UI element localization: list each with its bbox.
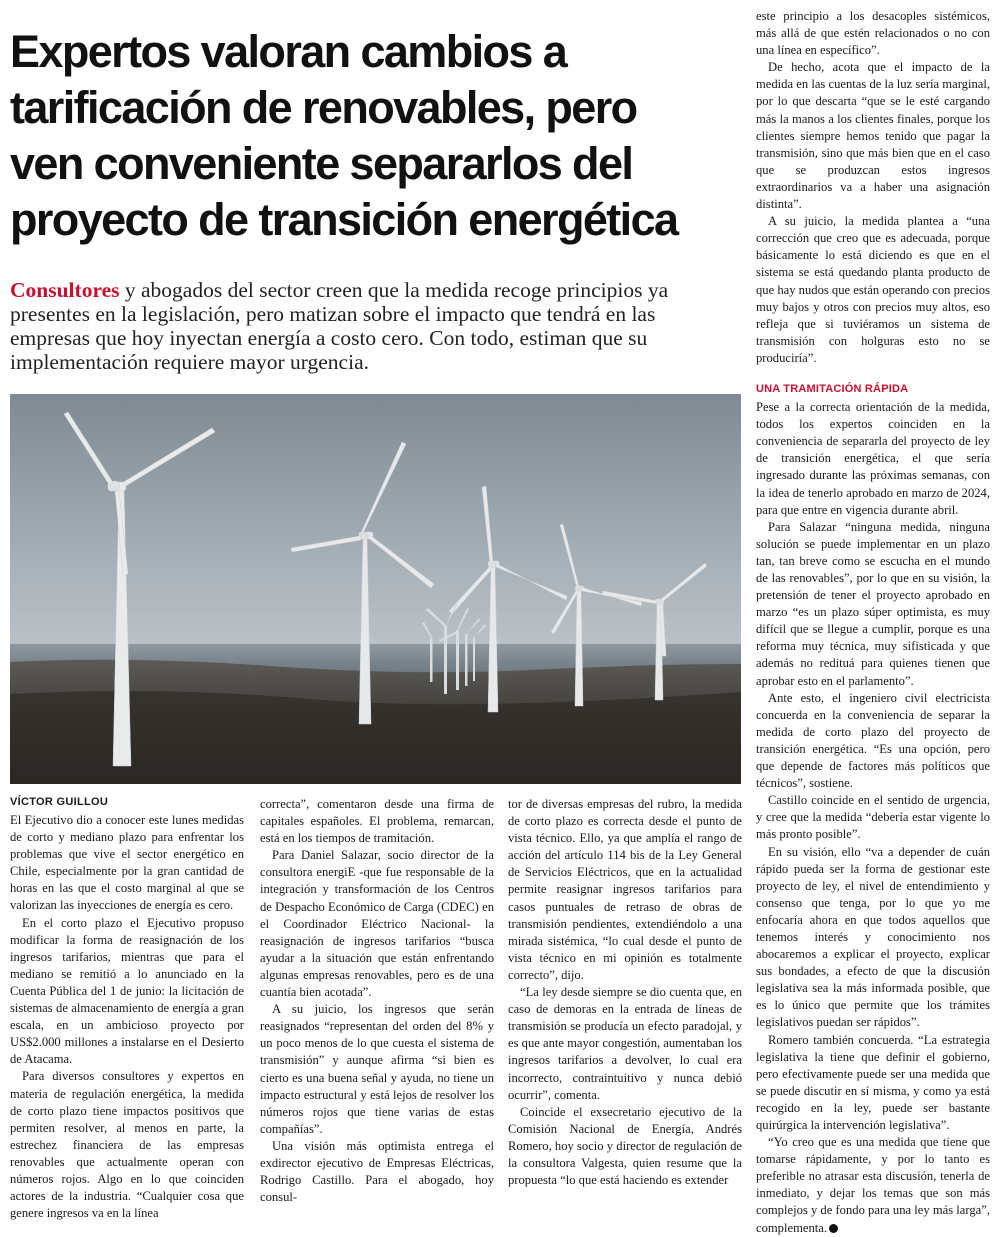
paragraph: A su juicio, la medida plantea a “una corrección que creo que es adecuada, porque básicamente lo está diciendo es que en el sistema se está quedando planta producto de que hay nudos que están operando con precios muy bajos y otros con precios muy altos, eso refleja que si tuviéramos un sistema de transmisión con holguras esto no se produciría”. bbox=[756, 214, 990, 365]
byline: VÍCTOR GUILLOU bbox=[10, 796, 109, 808]
text-column-2 bbox=[260, 796, 494, 1206]
lead-text: y abogados del sector creen que la medida recoge principios ya presentes en la legislación, pero matizan sobre el impacto que tendrá en las empresas que hoy inyectan energía a costo cero. Con todo, estiman que su implementación requiere mayor urgencia. bbox=[10, 278, 669, 374]
paragraph: Pese a la correcta orientación de la medida, todos los expertos coinciden en la conveniencia de separarla del proyecto de ley de transición energética, el que sería ingresado durante las próximas semanas, con la idea de tenerlo aprobado en marzo de 2024, para que entre en vigencia durante abril. bbox=[756, 400, 990, 517]
article-lead bbox=[10, 278, 740, 374]
paragraph: Para Salazar “ninguna medida, ninguna solución se puede implementar en un plazo tan, tan breve como se escucha en el mundo de las renovables”, por lo que en su visión, la pretensión de tener el proyecto aprobado en marzo “es un plazo súper optimista, es muy difícil que se llegue a cumplir, porque es una reforma muy técnica, muy sifisticada y que además no redituá para quienes tienen que aprobar esto en el parlamento”. bbox=[756, 519, 990, 688]
paragraph: Para Daniel Salazar, socio director de la consultora energiE -que fue responsable de la integración y transformación de los Centros de Despacho Económico de Carga (CDEC) en el Coordinador Eléctrico Nacional- la reasignación de ingresos tarifarios “busca ayudar a la situación que están enfrentando algunas empresas renovables, pero es de una cuantía bien acotada”. bbox=[260, 848, 494, 1000]
headline-line: Expertos valoran cambios a bbox=[10, 26, 567, 77]
paragraph: este principio a los desacoples sistémicos, más allá de que estén relacionados o no con una línea en específico”. bbox=[756, 9, 990, 58]
wind-farm-photo bbox=[10, 394, 741, 784]
article-headline bbox=[10, 24, 745, 248]
paragraph: A su juicio, los ingresos que serán reasignados “representan del orden del 8% y un poco menos de lo que cuesta el sistema de transmisión” y aunque afirma “si bien es cierto es una buena señal y ayuda, no tiene un impacto estructural y está lejos de resolver los números rojos que tiene varias de estas compañías”. bbox=[260, 1002, 494, 1136]
text-column-3 bbox=[508, 796, 742, 1189]
paragraph: Una visión más optimista entrega el exdirector ejecutivo de Empresas Eléctricas, Rodrigo Castillo. Para el abogado, hoy consul- bbox=[260, 1138, 494, 1205]
text-column-4 bbox=[756, 8, 990, 1237]
paragraph: correcta”, comentaron desde una firma de capitales españoles. El problema, remarcan, está en los tiempos de tramitación. bbox=[260, 797, 494, 846]
paragraph: Castillo coincide en el sentido de urgencia, y cree que la medida “debería estar vigente lo más pronto posible”. bbox=[756, 793, 990, 842]
paragraph: Romero también concuerda. “La estrategia legislativa la tiene que definir el gobierno, pero efectivamente puede ser una medida que se puede discutir en sí misma, y como ya está recogido en la ley, puede ser bastante quirúrgica la intervención legislativa”. bbox=[756, 1032, 990, 1132]
text-column-1 bbox=[10, 812, 244, 1222]
paragraph: En su visión, ello “va a depender de cuán rápido pueda ser la forma de gestionar este proyecto de ley, el nivel de entendimiento y consenso que tenga, por lo que yo me enfocaría ahora en que todos aquellos que tenemos interés y conocimiento nos abocaremos a explicar el proyecto, explicar sus bondades, a efecto de que la discusión legislativa sea la más informada posible, que es lo único que permite que los trámites legislativos puedan ser rápidos”. bbox=[756, 844, 990, 1030]
paragraph: El Ejecutivo dio a conocer este lunes medidas de corto y mediano plazo para enfrentar los problemas que vive el sector energético en Chile, especialmente por la gran cantidad de horas en las que el costo marginal al que se valorizan las inyecciones de energía es cero. bbox=[10, 813, 244, 913]
lead-kicker: Consultores bbox=[10, 278, 120, 302]
paragraph: Coincide el exsecretario ejecutivo de la Comisión Nacional de Energía, Andrés Romero, hoy socio y director de regulación de la consultora Valgesta, quien resume que la propuesta “lo que está haciendo es extender bbox=[508, 1104, 742, 1188]
paragraph: Ante esto, el ingeniero civil electricista concuerda en la conveniencia de separar la medida de corto plazo del proyecto de transición energética. “Es una opción, pero que depende de factores más políticos que técnicos”, sostiene. bbox=[756, 690, 990, 791]
headline-line: tarificación de renovables, pero bbox=[10, 82, 637, 133]
headline-line: ven conveniente separarlos del bbox=[10, 138, 633, 189]
section-subhead: UNA TRAMITACIÓN RÁPIDA bbox=[756, 382, 909, 395]
paragraph: De hecho, acota que el impacto de la medida en las cuentas de la luz sería marginal, por lo que descarta “que se le esté cargando más la manos a los clientes finales, porque los clientes siempre hemos tenido que pagar la transmisión, sino que más bien que en el caso que se produzcan estos ingresos extraordinarios va a haber una asignación distinta”. bbox=[756, 60, 990, 212]
paragraph: “La ley desde siempre se dio cuenta que, en caso de demoras en la entrada de líneas de transmisión se producía un efecto paradojal, y es que ante mayor congestión, aumentaban los ingresos tarifarios a devolver, lo cual era incorrecto, contraintuitivo y nunca debió ocurrir”, comenta. bbox=[508, 985, 742, 1102]
end-of-article-icon: P bbox=[829, 1224, 838, 1233]
headline-line: proyecto de transición energética bbox=[10, 194, 678, 245]
paragraph bbox=[756, 1134, 990, 1237]
paragraph: tor de diversas empresas del rubro, la medida de corto plazo es correcta desde el punto de vista técnico. Ello, ya que amplía el rango de acción del artículo 114 bis de la Ley General de Servicios Eléctricos, que en la actualidad permite reasignar ingresos tarifarios para casos puntuales de retraso de obras de transmisión pendientes, extendiéndolo a una mirada sistémica, “lo cual desde el punto de vista técnico en mi opinión es totalmente correcto”, dijo. bbox=[508, 797, 742, 982]
paragraph: Para diversos consultores y expertos en materia de regulación energética, la medida de corto plazo tiene impactos positivos que permiten resolver, al menos en parte, la estrechez financiera de las empresas renovables que actualmente operan con números rojos. Algo en lo que coinciden actores de la industria. “Cualquier cosa que genere ingresos va en la línea bbox=[10, 1069, 244, 1221]
paragraph: En el corto plazo el Ejecutivo propuso modificar la forma de reasignación de los ingresos tarifarios, mientras que para el mediano se remitió a lo anunciado en la Cuenta Pública del 1 de junio: la licitación de sistemas de almacenamiento de energía a gran escala, en un ambicioso proyecto por US$2.000 millones a instalarse en el Desierto de Atacama. bbox=[10, 915, 244, 1067]
closing-paragraph-text: “Yo creo que es una medida que tiene que tomarse rápidamente, y por lo tanto es preferible no atrasar esta discusión, tenerla de inmediato, y dejar los temas que son más complejos y de fondo para una ley más larga”, complementa. bbox=[756, 1135, 990, 1235]
